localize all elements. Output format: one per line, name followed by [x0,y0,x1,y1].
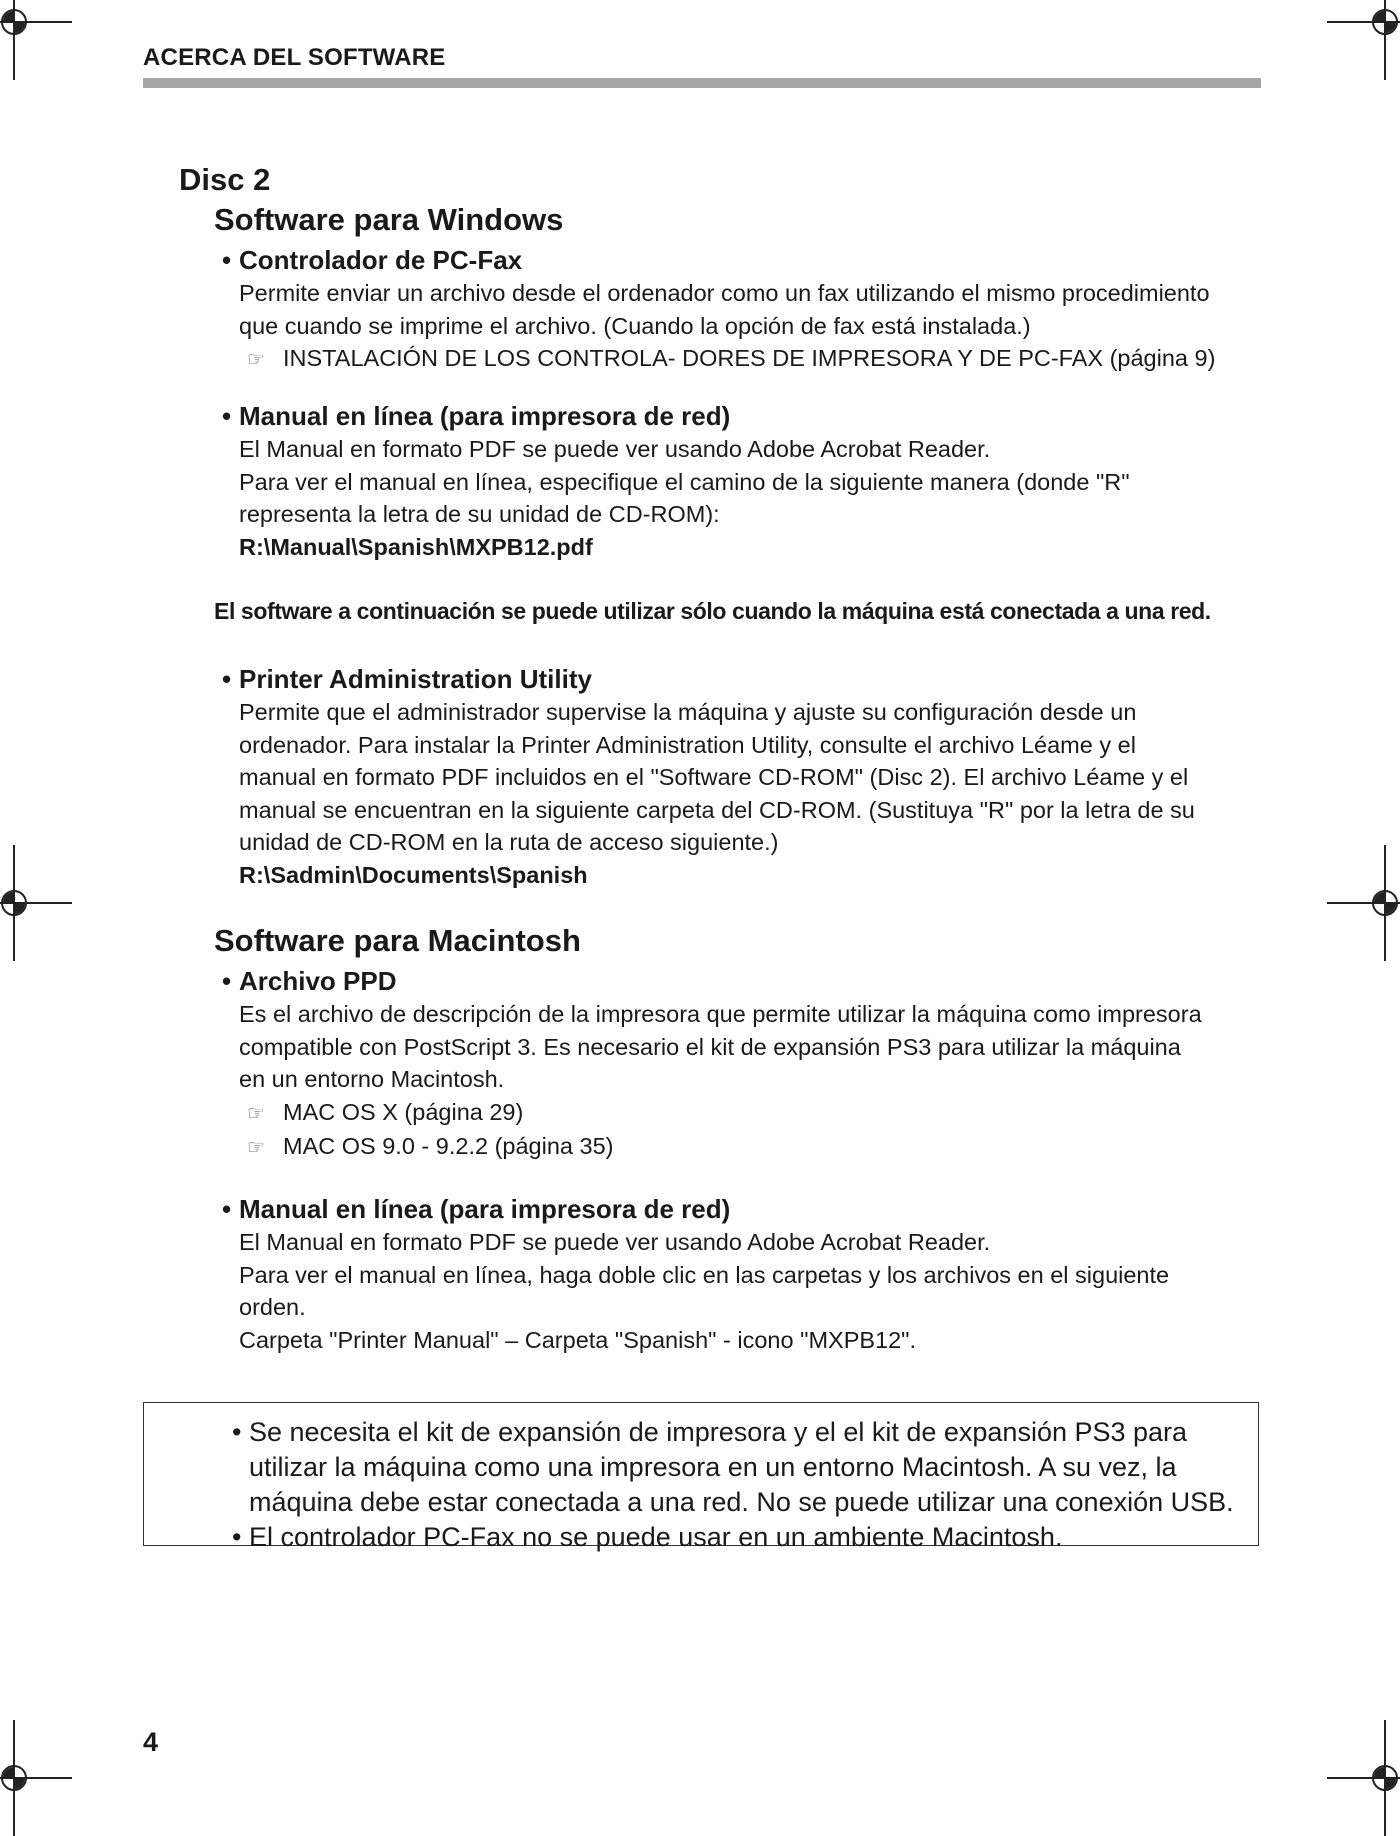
item-body: El Manual en formato PDF se puede ver usando Adobe Acrobat Reader. Para ver el manual en línea, especifique el camino de la siguiente manera (donde "R" representa la letra de su unidad de CD-ROM): R:\Manual\Spanish\MXPB12.pdf [222,433,1262,563]
item-title: • Printer Administration Utility [222,664,592,694]
registration-mark-bottom-right [1363,1756,1400,1800]
registration-mark-mid-right [1363,881,1400,925]
item-title: • Manual en línea (para impresora de red) [222,1194,731,1224]
item-online-manual-windows [222,399,1262,563]
item-body: Permite enviar un archivo desde el ordenador como un fax utilizando el mismo procedimiento que cuando se imprime el archivo. (Cuando la opción de fax está instalada.) ☞ INSTALACIÓN DE LOS CONTROLA- DORES DE IMPRESORA Y DE PC-FAX (página 9) [222,277,1262,377]
item-title: • Manual en línea (para impresora de red) [222,401,731,431]
note-item: • Se necesita el kit de expansión de impresora y el el kit de expansión PS3 para utilizar la máquina como una impresora en un entorno Macintosh. A su vez, la máquina debe estar conectada a una red. No se puede utilizar una conexión USB. [232,1417,1234,1517]
running-header-title: ACERCA DEL SOFTWARE [143,44,446,71]
registration-mark-bottom-left [0,1756,36,1800]
bullet-icon: • [222,966,232,996]
item-body: El Manual en formato PDF se puede ver usando Adobe Acrobat Reader. Para ver el manual en línea, haga doble clic en las carpetas y los archivos en el siguiente orden. Carpeta "Printer Manual" – Carpeta "Spanish" - icono "MXPB12". [239,1229,1170,1353]
registration-mark-top-right [1363,0,1400,44]
note-item: • El controlador PC-Fax no se puede usar en un ambiente Macintosh. [232,1520,1242,1555]
note-box [143,1402,1259,1552]
network-notice: El software a continuación se puede utilizar sólo cuando la máquina está conectada a una red. [214,598,1211,624]
bullet-icon: • [222,664,232,694]
file-path: R:\Manual\Spanish\MXPB12.pdf [239,533,593,560]
cross-reference: ☞ INSTALACIÓN DE LOS CONTROLA- DORES DE IMPRESORA Y DE PC-FAX (página 9) [239,342,1262,377]
bullet-icon: • [222,401,232,431]
cross-reference: ☞ MAC OS X (página 29) [239,1096,1262,1131]
item-title: • Controlador de PC-Fax [222,245,523,275]
disc-heading: Disc 2 [179,162,271,197]
pointing-hand-icon: ☞ [247,1102,265,1125]
registration-mark-top-left [0,0,36,44]
pointing-hand-icon: ☞ [247,349,265,371]
item-online-manual-macintosh [222,1192,1262,1356]
item-pc-fax-driver [222,243,1262,377]
cross-reference: ☞ MAC OS 9.0 - 9.2.2 (página 35) [239,1130,1262,1165]
bullet-icon: • [222,1194,232,1224]
bullet-icon: • [232,1417,242,1447]
item-ppd-file [222,964,1262,1165]
item-printer-admin-utility [222,662,1262,891]
header-rule [143,78,1261,88]
page-number: 4 [143,1727,159,1757]
file-path: R:\Sadmin\Documents\Spanish [239,861,588,888]
windows-section-heading: Software para Windows [214,202,564,237]
macintosh-section-heading: Software para Macintosh [214,923,581,958]
bullet-icon: • [222,245,232,275]
item-body: Es el archivo de descripción de la impresora que permite utilizar la máquina como impresora compatible con PostScript 3. Es necesario el kit de expansión PS3 para utilizar la máquina en un entorno Macintosh. ☞ MAC OS X (página 29) ☞ MAC OS 9.0 - 9.2.2 (página 35) [222,998,1262,1165]
item-title: • Archivo PPD [222,966,397,996]
pointing-hand-icon: ☞ [247,1137,265,1159]
item-body: Permite que el administrador supervise la máquina y ajuste su configuración desde un ordenador. Para instalar la Printer Administration Utility, consulte el archivo Léame y el manual en formato PDF incluidos en el "Software CD-ROM" (Disc 2). El archivo Léame y el manual se encuentran en la siguiente carpeta del CD-ROM. (Sustituya "R" por la letra de su unidad de CD-ROM en la ruta de acceso siguiente.) R:\Sadmin\Documents\Spanish [222,696,1262,891]
registration-mark-mid-left [0,881,36,925]
bullet-icon: • [232,1522,242,1552]
